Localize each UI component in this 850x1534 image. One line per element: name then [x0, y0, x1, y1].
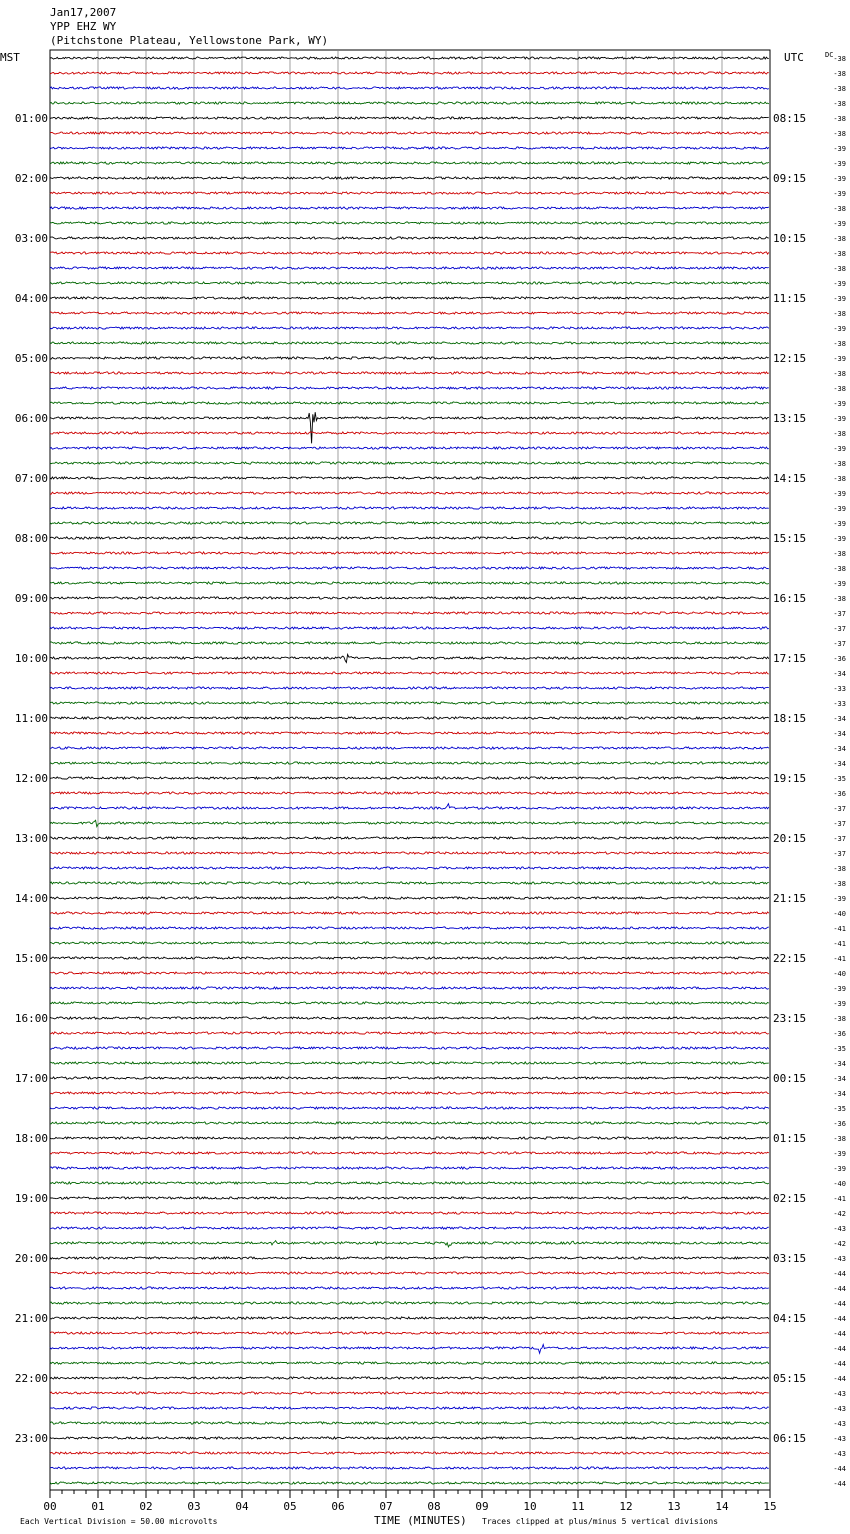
dc-offset-label: -33	[833, 685, 846, 693]
mst-hour-label: 15:00	[14, 952, 48, 965]
dc-offset-label: -38	[833, 385, 846, 393]
dc-offset-label: -34	[833, 715, 846, 723]
mst-hour-label: 13:00	[14, 832, 48, 845]
dc-offset-label: -39	[833, 160, 846, 168]
dc-offset-label: -38	[833, 340, 846, 348]
dc-offset-label: -37	[833, 625, 846, 633]
trace-line	[50, 762, 769, 764]
trace-line	[50, 387, 769, 389]
trace-line	[50, 972, 769, 974]
trace-line	[50, 297, 769, 299]
trace-line	[50, 957, 769, 959]
utc-hour-label: 23:15	[773, 1012, 807, 1025]
mst-hour-label: 02:00	[14, 172, 48, 185]
trace-line	[50, 222, 769, 224]
dc-axis-label: DC	[825, 51, 834, 59]
trace-line	[50, 492, 769, 494]
utc-hour-label: 05:15	[773, 1372, 807, 1385]
dc-offset-label: -38	[833, 70, 846, 78]
trace-line	[50, 522, 769, 524]
mst-hour-label: 10:00	[14, 652, 48, 665]
dc-offset-label: -42	[833, 1240, 846, 1248]
dc-offset-label: -37	[833, 640, 846, 648]
trace-line	[50, 402, 769, 404]
mst-hour-label: 17:00	[14, 1072, 48, 1085]
trace-line	[50, 87, 769, 89]
dc-offset-label: -38	[833, 430, 846, 438]
dc-offset-label: -39	[833, 190, 846, 198]
trace-line	[50, 1122, 769, 1124]
trace-line	[50, 357, 769, 359]
utc-hour-label: 04:15	[773, 1312, 807, 1325]
x-tick-label: 15	[763, 1500, 777, 1513]
dc-offset-label: -37	[833, 835, 846, 843]
x-tick-label: 14	[715, 1500, 729, 1513]
dc-offset-label: -36	[833, 655, 846, 663]
trace-line	[50, 804, 769, 809]
dc-offset-label: -38	[833, 1135, 846, 1143]
mst-hour-label: 23:00	[14, 1432, 48, 1445]
trace-line	[50, 1377, 769, 1379]
dc-offset-label: -34	[833, 670, 846, 678]
dc-offset-label: -37	[833, 805, 846, 813]
trace-line	[50, 867, 769, 869]
dc-offset-label: -43	[833, 1225, 846, 1233]
dc-offset-label: -39	[833, 985, 846, 993]
trace-line	[50, 447, 769, 449]
dc-offset-label: -42	[833, 1210, 846, 1218]
utc-hour-label: 01:15	[773, 1132, 807, 1145]
dc-offset-label: -37	[833, 820, 846, 828]
utc-axis-label: UTC	[784, 51, 804, 64]
mst-hour-label: 11:00	[14, 712, 48, 725]
x-axis-title: TIME (MINUTES)	[374, 1514, 467, 1527]
dc-offset-label: -34	[833, 730, 846, 738]
trace-line	[50, 57, 769, 59]
dc-offset-label: -38	[833, 370, 846, 378]
trace-line	[50, 102, 769, 104]
dc-offset-label: -37	[833, 610, 846, 618]
utc-hour-label: 20:15	[773, 832, 807, 845]
dc-offset-label: -39	[833, 325, 846, 333]
dc-offset-label: -38	[833, 460, 846, 468]
x-tick-label: 13	[667, 1500, 681, 1513]
utc-hour-label: 12:15	[773, 352, 807, 365]
trace-line	[50, 1137, 769, 1139]
dc-offset-label: -44	[833, 1480, 846, 1488]
x-tick-label: 02	[139, 1500, 153, 1513]
trace-line	[50, 1032, 769, 1034]
dc-offset-label: -39	[833, 1165, 846, 1173]
x-tick-label: 00	[43, 1500, 57, 1513]
dc-offset-label: -38	[833, 250, 846, 258]
dc-offset-label: -38	[833, 265, 846, 273]
trace-line	[50, 177, 769, 179]
utc-hour-label: 11:15	[773, 292, 807, 305]
mst-hour-label: 07:00	[14, 472, 48, 485]
dc-offset-label: -39	[833, 520, 846, 528]
mst-hour-label: 06:00	[14, 412, 48, 425]
dc-offset-label: -38	[833, 565, 846, 573]
trace-line	[50, 462, 769, 464]
trace-line	[50, 792, 769, 794]
dc-offset-label: -43	[833, 1435, 846, 1443]
mst-axis-label: MST	[0, 51, 20, 64]
mst-hour-label: 22:00	[14, 1372, 48, 1385]
footer-clip-note: Traces clipped at plus/minus 5 vertical divisions	[482, 1517, 719, 1526]
x-tick-label: 01	[91, 1500, 105, 1513]
trace-line	[50, 612, 769, 614]
trace-line	[50, 582, 769, 584]
utc-hour-label: 06:15	[773, 1432, 807, 1445]
trace-line	[50, 912, 769, 914]
utc-hour-label: 10:15	[773, 232, 807, 245]
dc-offset-label: -35	[833, 1045, 846, 1053]
dc-offset-label: -38	[833, 1015, 846, 1023]
dc-offset-label: -44	[833, 1330, 846, 1338]
utc-hour-label: 22:15	[773, 952, 807, 965]
dc-offset-label: -41	[833, 940, 846, 948]
dc-offset-label: -38	[833, 115, 846, 123]
trace-line	[50, 837, 769, 839]
trace-line	[50, 1092, 769, 1094]
utc-hour-label: 17:15	[773, 652, 807, 665]
x-tick-label: 03	[187, 1500, 201, 1513]
trace-line	[50, 987, 769, 989]
chart-station: YPP EHZ WY	[50, 20, 117, 33]
mst-hour-label: 03:00	[14, 232, 48, 245]
mst-hour-label: 09:00	[14, 592, 48, 605]
dc-offset-label: -33	[833, 700, 846, 708]
trace-line	[50, 1062, 769, 1064]
trace-line	[50, 1152, 769, 1154]
mst-hour-label: 20:00	[14, 1252, 48, 1265]
dc-offset-label: -43	[833, 1255, 846, 1263]
dc-offset-label: -35	[833, 1105, 846, 1113]
dc-offset-label: -36	[833, 790, 846, 798]
dc-offset-label: -44	[833, 1345, 846, 1353]
x-tick-label: 11	[571, 1500, 585, 1513]
x-tick-label: 05	[283, 1500, 297, 1513]
x-tick-label: 09	[475, 1500, 489, 1513]
trace-line	[50, 1287, 769, 1289]
trace-line	[50, 282, 769, 284]
trace-line	[50, 1212, 769, 1214]
utc-hour-label: 08:15	[773, 112, 807, 125]
trace-line	[50, 342, 769, 344]
mst-hour-label: 14:00	[14, 892, 48, 905]
trace-line	[50, 777, 769, 779]
trace-line	[50, 432, 769, 434]
chart-location: (Pitchstone Plateau, Yellowstone Park, WY)	[50, 34, 329, 47]
trace-line	[50, 312, 769, 314]
trace-line	[50, 1437, 769, 1439]
dc-offset-label: -41	[833, 925, 846, 933]
trace-line	[50, 1302, 769, 1304]
trace-line	[50, 1362, 769, 1364]
dc-offset-label: -44	[833, 1300, 846, 1308]
utc-hour-label: 21:15	[773, 892, 807, 905]
dc-offset-label: -34	[833, 1060, 846, 1068]
trace-line	[50, 1422, 769, 1424]
trace-line	[50, 327, 769, 329]
trace-line	[50, 1002, 769, 1004]
utc-hour-label: 18:15	[773, 712, 807, 725]
dc-offset-label: -37	[833, 850, 846, 858]
mst-hour-label: 01:00	[14, 112, 48, 125]
utc-hour-label: 19:15	[773, 772, 807, 785]
dc-offset-label: -39	[833, 895, 846, 903]
mst-hour-label: 21:00	[14, 1312, 48, 1325]
trace-line	[50, 672, 769, 674]
trace-line	[50, 72, 769, 74]
dc-offset-label: -36	[833, 1030, 846, 1038]
dc-offset-label: -40	[833, 910, 846, 918]
dc-offset-label: -39	[833, 295, 846, 303]
dc-offset-label: -39	[833, 490, 846, 498]
dc-offset-label: -39	[833, 505, 846, 513]
trace-line	[50, 897, 769, 899]
dc-offset-label: -39	[833, 1000, 846, 1008]
mst-hour-label: 12:00	[14, 772, 48, 785]
trace-line	[50, 1107, 769, 1109]
trace-line	[50, 1167, 769, 1169]
trace-line	[50, 942, 769, 944]
x-tick-label: 04	[235, 1500, 249, 1513]
dc-offset-label: -35	[833, 775, 846, 783]
dc-offset-label: -39	[833, 280, 846, 288]
dc-offset-label: -34	[833, 1090, 846, 1098]
mst-hour-label: 19:00	[14, 1192, 48, 1205]
dc-offset-label: -38	[833, 310, 846, 318]
dc-offset-label: -39	[833, 1150, 846, 1158]
utc-hour-label: 16:15	[773, 592, 807, 605]
dc-offset-label: -43	[833, 1390, 846, 1398]
trace-line	[50, 1227, 769, 1229]
trace-line	[50, 1345, 769, 1354]
dc-offset-label: -39	[833, 400, 846, 408]
trace-line	[50, 1332, 769, 1334]
x-tick-label: 10	[523, 1500, 537, 1513]
dc-offset-label: -39	[833, 445, 846, 453]
trace-line	[50, 732, 769, 734]
trace-line	[50, 1047, 769, 1049]
trace-line	[50, 642, 769, 644]
mst-hour-label: 16:00	[14, 1012, 48, 1025]
dc-offset-label: -44	[833, 1315, 846, 1323]
trace-line	[50, 1317, 769, 1319]
x-tick-label: 08	[427, 1500, 441, 1513]
dc-offset-label: -39	[833, 580, 846, 588]
trace-line	[50, 192, 769, 194]
utc-hour-label: 00:15	[773, 1072, 807, 1085]
trace-line	[50, 927, 769, 929]
dc-offset-label: -44	[833, 1285, 846, 1293]
dc-offset-label: -38	[833, 235, 846, 243]
footer-scale: Each Vertical Division = 50.00 microvolts	[20, 1517, 218, 1526]
trace-line	[50, 1182, 769, 1184]
dc-offset-label: -41	[833, 955, 846, 963]
mst-hour-label: 04:00	[14, 292, 48, 305]
trace-line	[50, 747, 769, 749]
trace-line	[50, 1392, 769, 1394]
trace-line	[50, 1467, 769, 1469]
dc-offset-label: -38	[833, 880, 846, 888]
dc-offset-label: -44	[833, 1465, 846, 1473]
trace-line	[50, 147, 769, 149]
dc-offset-label: -38	[833, 865, 846, 873]
utc-hour-label: 15:15	[773, 532, 807, 545]
trace-line	[50, 412, 769, 443]
trace-line	[50, 882, 769, 884]
dc-offset-label: -39	[833, 535, 846, 543]
utc-hour-label: 03:15	[773, 1252, 807, 1265]
trace-line	[50, 207, 769, 209]
utc-hour-label: 13:15	[773, 412, 807, 425]
dc-offset-label: -34	[833, 745, 846, 753]
dc-offset-label: -39	[833, 220, 846, 228]
trace-line	[50, 1452, 769, 1454]
dc-offset-label: -36	[833, 1120, 846, 1128]
dc-offset-label: -44	[833, 1270, 846, 1278]
dc-offset-label: -43	[833, 1420, 846, 1428]
dc-offset-label: -38	[833, 550, 846, 558]
mst-hour-label: 08:00	[14, 532, 48, 545]
trace-line	[50, 252, 769, 254]
trace-line	[50, 654, 769, 662]
trace-line	[50, 507, 769, 509]
trace-line	[50, 717, 769, 719]
dc-offset-label: -34	[833, 1075, 846, 1083]
trace-line	[50, 1257, 769, 1259]
trace-line	[50, 1017, 769, 1019]
x-tick-label: 07	[379, 1500, 393, 1513]
dc-offset-label: -40	[833, 970, 846, 978]
mst-hour-label: 05:00	[14, 352, 48, 365]
trace-line	[50, 597, 769, 599]
utc-hour-label: 14:15	[773, 472, 807, 485]
trace-line	[50, 1197, 769, 1199]
trace-line	[50, 1272, 769, 1274]
trace-line	[50, 162, 769, 164]
trace-line	[50, 1077, 769, 1079]
dc-offset-label: -39	[833, 415, 846, 423]
dc-offset-label: -39	[833, 355, 846, 363]
trace-line	[50, 820, 769, 826]
dc-offset-label: -43	[833, 1450, 846, 1458]
x-tick-label: 12	[619, 1500, 633, 1513]
dc-offset-label: -34	[833, 760, 846, 768]
trace-line	[50, 552, 769, 554]
dc-offset-label: -38	[833, 475, 846, 483]
dc-offset-label: -38	[833, 85, 846, 93]
dc-offset-label: -39	[833, 145, 846, 153]
trace-line	[50, 702, 769, 704]
dc-offset-label: -38	[833, 595, 846, 603]
dc-offset-label: -38	[833, 205, 846, 213]
dc-offset-label: -44	[833, 1360, 846, 1368]
trace-line	[50, 852, 769, 854]
mst-hour-label: 18:00	[14, 1132, 48, 1145]
dc-offset-label: -40	[833, 1180, 846, 1188]
utc-hour-label: 02:15	[773, 1192, 807, 1205]
utc-hour-label: 09:15	[773, 172, 807, 185]
trace-line	[50, 627, 769, 629]
dc-offset-label: -43	[833, 1405, 846, 1413]
trace-line	[50, 1407, 769, 1409]
trace-line	[50, 237, 769, 239]
trace-line	[50, 1241, 769, 1247]
trace-line	[50, 132, 769, 134]
trace-line	[50, 1482, 769, 1484]
x-tick-label: 06	[331, 1500, 345, 1513]
dc-offset-label: -38	[833, 130, 846, 138]
dc-offset-label: -39	[833, 175, 846, 183]
dc-offset-label: -38	[833, 55, 846, 63]
trace-line	[50, 117, 769, 119]
chart-date: Jan17,2007	[50, 6, 117, 19]
dc-offset-label: -44	[833, 1375, 846, 1383]
trace-line	[50, 567, 769, 569]
trace-line	[50, 687, 769, 689]
trace-line	[50, 537, 769, 539]
trace-line	[50, 267, 769, 269]
trace-line	[50, 477, 769, 479]
dc-offset-label: -41	[833, 1195, 846, 1203]
trace-line	[50, 372, 769, 374]
dc-offset-label: -38	[833, 100, 846, 108]
